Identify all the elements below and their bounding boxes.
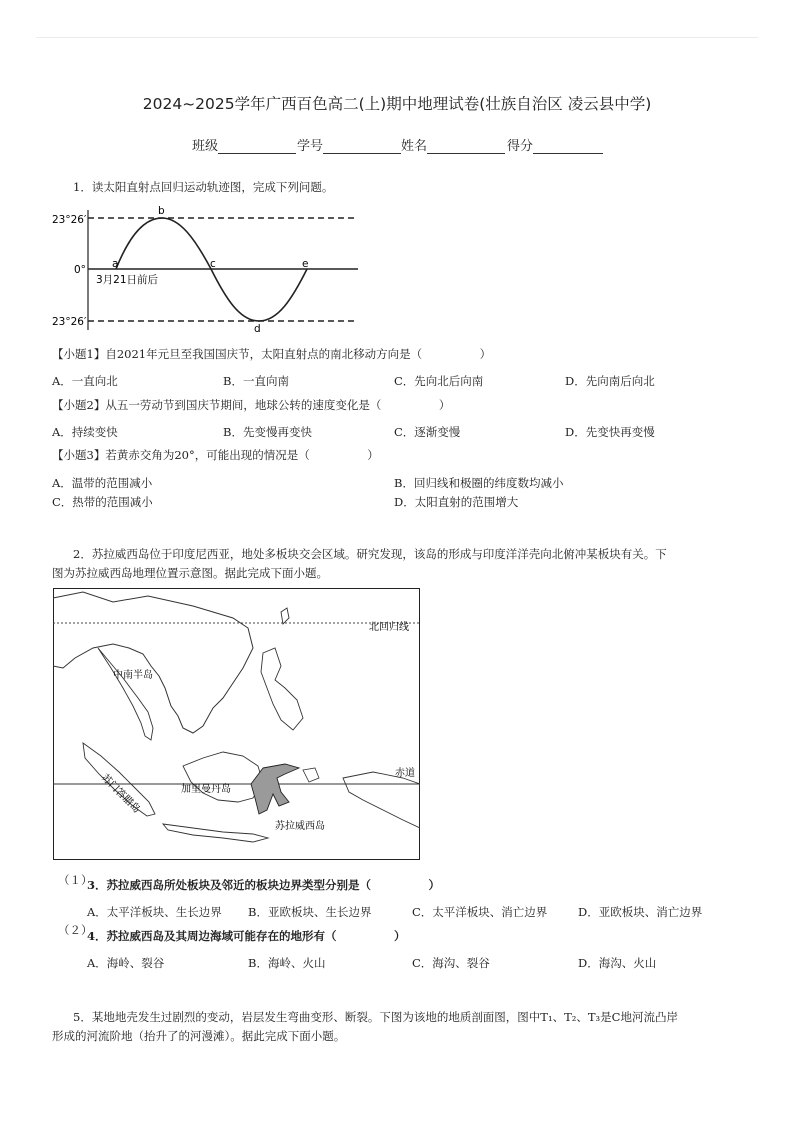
q1-sub2-option-d[interactable]: D．先变快再变慢 — [565, 425, 655, 439]
name-label: 姓名 — [401, 139, 428, 154]
q1-sub1-option-c[interactable]: C．先向北后向南 — [394, 374, 484, 388]
sumatra-label: 苏门答腊岛 — [98, 772, 143, 816]
q5-stem-line2: 形成的河流阶地（抬升了的河漫滩）。据此完成下面小题。 — [52, 1029, 346, 1043]
class-blank[interactable] — [218, 139, 296, 154]
q1-sub1-stem: 【小题1】自2021年元旦至我国国庆节，太阳直射点的南北移动方向是（ ） — [52, 347, 492, 361]
q1-sub3-option-d[interactable]: D．太阳直射的范围增大 — [394, 495, 519, 509]
peninsula-label: 中南半岛 — [113, 670, 153, 681]
q2-stem-line2: 图为苏拉威西岛地理位置示意图。据此完成下面小题。 — [52, 566, 328, 580]
sulawesi-label: 苏拉威西岛 — [275, 821, 325, 832]
tropic-label: 北回归线 — [369, 622, 409, 633]
lat-zero-label: 0° — [74, 264, 86, 276]
score-blank[interactable] — [533, 139, 603, 154]
student-id-field — [297, 135, 401, 154]
q2-sub2-option-c[interactable]: C．海沟、裂谷 — [412, 956, 490, 970]
q1-sub2-option-c[interactable]: C．逐渐变慢 — [394, 425, 461, 439]
lat-bottom-label: 23°26′ — [52, 316, 87, 328]
q1-sub2-stem: 【小题2】从五一劳动节到国庆节期间，地球公转的速度变化是（ ） — [52, 398, 451, 412]
name-field — [401, 135, 505, 154]
q2-sub2-stem: 4．苏拉威西岛及其周边海域可能存在的地形有（ ） — [87, 929, 406, 943]
q1-sub1-option-a[interactable]: A．一直向北 — [52, 374, 118, 388]
q1-sub3-option-b[interactable]: B．回归线和极圈的纬度数均减小 — [394, 476, 564, 490]
q1-sub1-option-d[interactable]: D．先向南后向北 — [565, 374, 655, 388]
page-title: 2024~2025学年广西百色高二(上)期中地理试卷(壮族自治区 凌云县中学) — [142, 95, 652, 113]
q1-sub3-option-a[interactable]: A．温带的范围减小 — [52, 476, 153, 490]
point-a-label: a — [112, 258, 119, 270]
sun-path-figure — [50, 204, 365, 336]
class-field — [192, 135, 296, 154]
q5-stem-line1: 5．某地地壳发生过剧烈的变动，岩层发生弯曲变形、断裂。下图为该地的地质剖面图，图中T₁、T₂、T₃是C地河流凸岸 — [73, 1010, 678, 1024]
q1-sub3-option-c[interactable]: C．热带的范围减小 — [52, 495, 153, 509]
q2-stem-line1: 2．苏拉威西岛位于印度尼西亚，地处多板块交会区域。研究发现，该岛的形成与印度洋洋壳向北俯冲某板块有关。下 — [73, 547, 667, 561]
q2-sub1-option-b[interactable]: B．亚欧板块、生长边界 — [248, 905, 372, 919]
class-label: 班级 — [192, 139, 219, 154]
student-id-label: 学号 — [297, 139, 324, 154]
q2-sub1-number: （１） — [58, 873, 93, 887]
q2-sub1-stem: 3．苏拉威西岛所处板块及邻近的板块边界类型分别是（ ） — [87, 878, 440, 892]
q2-sub2-option-b[interactable]: B．海岭、火山 — [248, 956, 326, 970]
name-blank[interactable] — [427, 139, 505, 154]
q2-sub1-option-c[interactable]: C．太平洋板块、消亡边界 — [412, 905, 548, 919]
q1-sub2-option-a[interactable]: A．持续变快 — [52, 425, 118, 439]
q1-sub1-option-b[interactable]: B．一直向南 — [223, 374, 289, 388]
student-id-blank[interactable] — [323, 139, 401, 154]
q2-sub2-number: （２） — [58, 923, 93, 937]
q1-sub3-stem: 【小题3】若黄赤交角为20°，可能出现的情况是（ ） — [52, 448, 379, 462]
point-e-label: e — [302, 258, 309, 270]
point-d-label: d — [254, 323, 261, 335]
date-label: 3月21日前后 — [96, 274, 159, 286]
sulawesi-location-map — [53, 588, 420, 860]
page-top-rule — [36, 37, 758, 38]
q1-sub2-option-b[interactable]: B．先变慢再变快 — [223, 425, 312, 439]
q2-sub2-option-a[interactable]: A．海岭、裂谷 — [87, 956, 165, 970]
lat-top-label: 23°26′ — [52, 214, 87, 226]
q2-sub2-option-d[interactable]: D．海沟、火山 — [578, 956, 657, 970]
map-frame — [54, 589, 420, 860]
point-b-label: b — [158, 205, 165, 217]
score-label: 得分 — [507, 139, 534, 154]
q2-sub1-option-d[interactable]: D．亚欧板块、消亡边界 — [578, 905, 703, 919]
score-field — [507, 135, 603, 154]
point-c-label: c — [210, 258, 216, 270]
equator-label: 赤道 — [395, 768, 415, 779]
q2-sub1-option-a[interactable]: A．太平洋板块、生长边界 — [87, 905, 222, 919]
kalimantan-label: 加里曼丹岛 — [181, 784, 231, 795]
q1-stem: 1．读太阳直射点回归运动轨迹图，完成下列问题。 — [73, 180, 334, 194]
